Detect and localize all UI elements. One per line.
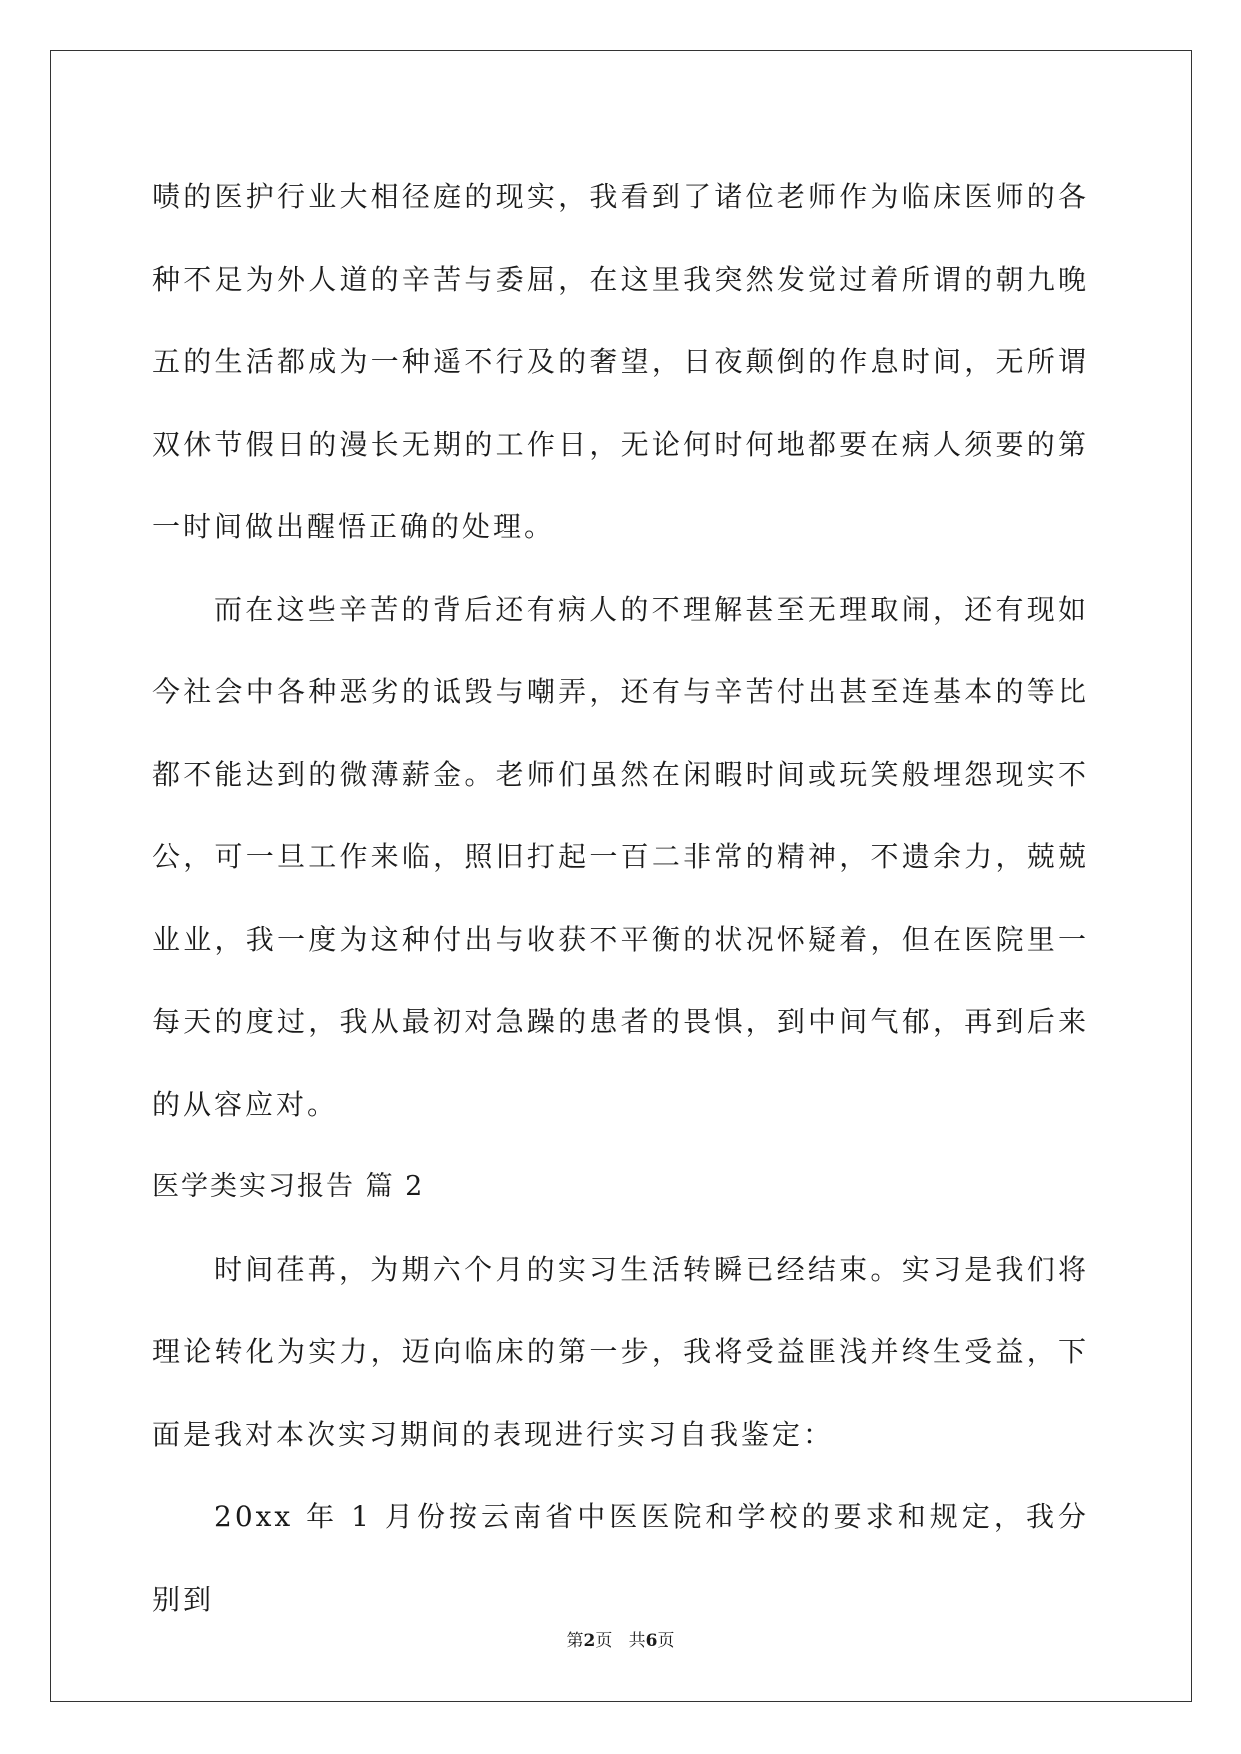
footer-page-number: 2: [583, 1631, 596, 1651]
section-heading: 医学类实习报告 篇 2: [152, 1171, 425, 1202]
footer-page-suffix: 页: [595, 1631, 613, 1651]
footer-total-pages: 6: [645, 1631, 658, 1651]
document-body: [152, 156, 1089, 1641]
paragraph-2: 而在这些辛苦的背后还有病人的不理解甚至无理取闹，还有现如今社会中各种恶劣的诋毁与嘲弄，还有与辛苦付出甚至连基本的等比都不能达到的微薄薪金。老师们虽然在闲暇时间或玩笑般埋怨现实不公，可一旦工作来临，照旧打起一百二非常的精神，不遗余力，兢兢业业，我一度为这种付出与收获不平衡的状况怀疑着，但在医院里一每天的度过，我从最初对急躁的患者的畏惧，到中间气郁，再到后来的从容应对。: [152, 592, 1089, 1121]
footer-total-prefix: 共: [628, 1631, 646, 1651]
footer-prefix: 第: [566, 1631, 584, 1651]
paragraph-1: 啧的医护行业大相径庭的现实，我看到了诸位老师作为临床医师的各种不足为外人道的辛苦与委屈，在这里我突然发觉过着所谓的朝九晚五的生活都成为一种遥不行及的奢望，日夜颠倒的作息时间，无所谓双休节假日的漫长无期的工作日，无论何时何地都要在病人须要的第一时间做出醒悟正确的处理。: [152, 180, 1089, 543]
paragraph-3: 时间荏苒，为期六个月的实习生活转瞬已经结束。实习是我们将理论转化为实力，迈向临床的第一步，我将受益匪浅并终生受益，下面是我对本次实习期间的表现进行实习自我鉴定：: [152, 1252, 1089, 1451]
page-footer: [0, 1626, 1241, 1651]
paragraph-4: 20xx 年 1 月份按云南省中医医院和学校的要求和规定，我分别到: [152, 1500, 1089, 1616]
footer-total-suffix: 页: [657, 1631, 675, 1651]
